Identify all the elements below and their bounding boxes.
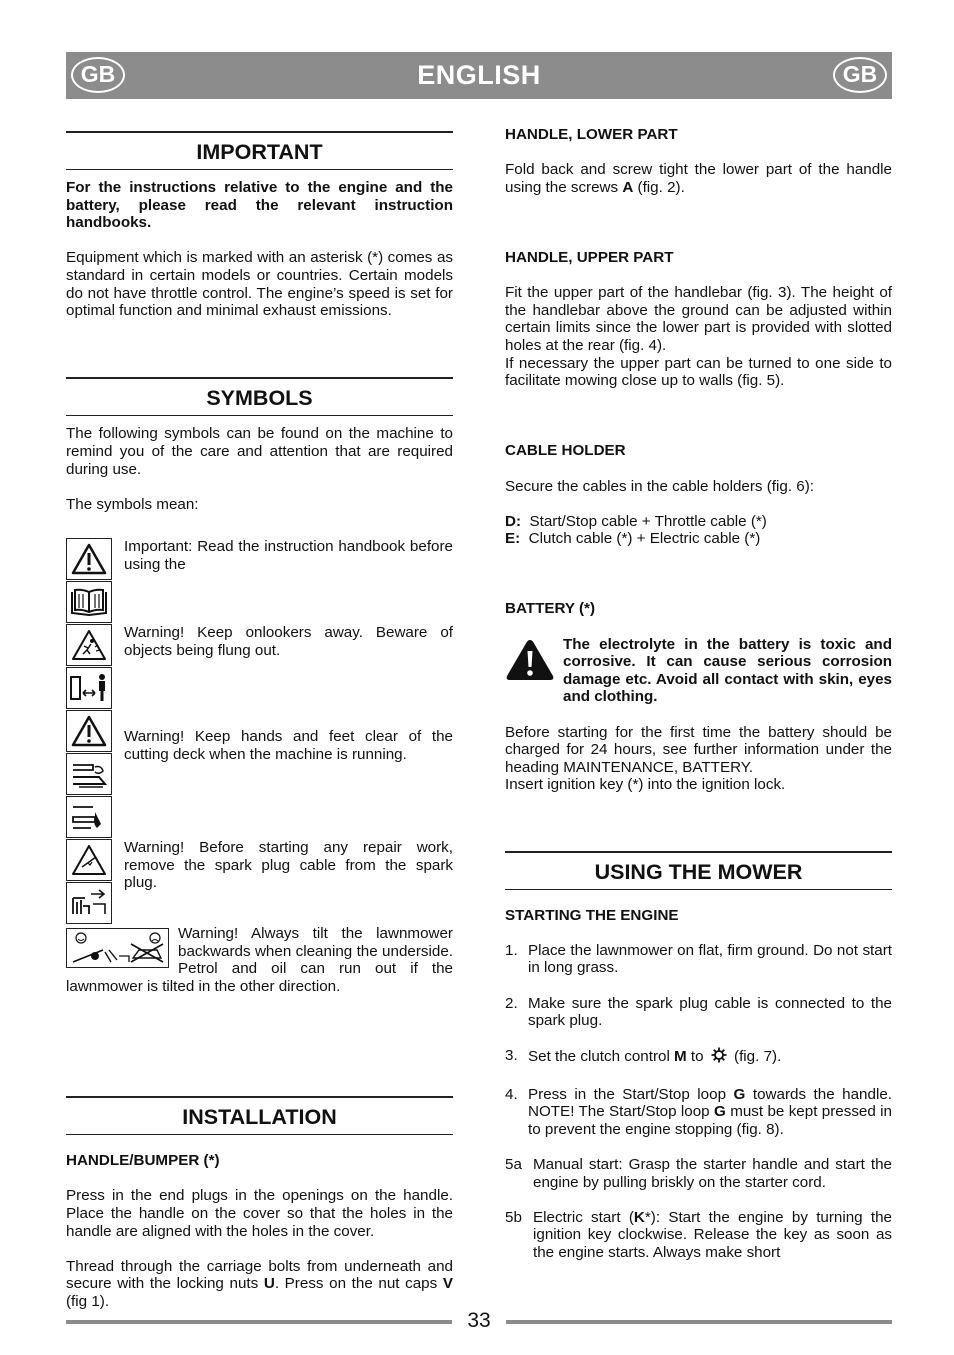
list-item: 5a Manual start: Grasp the starter handle and start the engine by pulling briskly on the starter cord. — [505, 1155, 892, 1191]
footer-rule-left — [66, 1320, 452, 1324]
important-text: Equipment which is marked with an asterisk (*) comes as standard in certain models or countries. Certain models do not have throttle control. The engine’s speed is set for optimal function and minimal exhaust emissions. — [66, 249, 453, 320]
engine-run-icon — [711, 1047, 727, 1068]
spark-plug-warning-icon — [66, 839, 112, 881]
list-item: 5b Electric start (K*): Start the engine by turning the ignition key clockwise. Release the key as soon as the engine starts. Always make short — [505, 1208, 892, 1261]
handle-bumper-text-2: Thread through the carriage bolts from underneath and secure with the locking nuts U. Press on the nut caps V (fig 1). — [66, 1257, 453, 1311]
symbol-item — [66, 839, 453, 925]
symbol-item — [66, 538, 453, 624]
symbols-intro: The following symbols can be found on the machine to remind you of the care and attention that are required during use. — [66, 425, 453, 478]
battery-warning — [505, 636, 892, 706]
cable-holder-e: E: Clutch cable (*) + Electric cable (*) — [505, 530, 761, 548]
cable-holder-title: CABLE HOLDER — [505, 442, 626, 460]
battery-text-1: Before starting for the first time the battery should be charged for 24 hours, see further information under the heading MAINTENANCE, BATTERY. — [505, 723, 892, 776]
symbol-text: Warning! Keep onlookers away. Beware of objects being flung out. — [124, 623, 453, 659]
open-book-icon — [66, 581, 112, 623]
cable-holder-d: D: Start/Stop cable + Throttle cable (*) — [505, 512, 767, 530]
handle-upper-text-2: If necessary the upper part can be turned to one side to facilitate mowing close up to walls (fig. 5). — [505, 354, 892, 390]
symbols-heading: SYMBOLS — [66, 377, 453, 416]
symbol-item — [66, 925, 453, 995]
handle-lower-title: HANDLE, LOWER PART — [505, 126, 678, 143]
symbol-item — [66, 710, 453, 839]
tilt-mower-icon — [66, 928, 169, 968]
left-column — [66, 120, 453, 1328]
important-heading: IMPORTANT — [66, 131, 453, 170]
warning-triangle-icon — [66, 538, 112, 580]
symbol-text: Warning! Always tilt the lawnmower backwards when cleaning the underside. Petrol and oil can run out if the lawnmower is tilted in the other direction. — [66, 924, 453, 995]
important-bold-text: For the instructions relative to the engine and the battery, please read the relevant instruction handbooks. — [66, 179, 453, 232]
header-banner — [66, 52, 892, 99]
warning-triangle-icon — [505, 636, 563, 687]
symbol-text: Important: Read the instruction handbook before using the — [124, 537, 453, 573]
handle-upper-text-1: Fit the upper part of the handlebar (fig. 3). The height of the handlebar above the ground can be adjusted within certain limits since the lower part is provided with slotted holes at the rear (fig. 4). — [505, 284, 892, 354]
list-item: 3. Set the clutch control M to (fig. 7). — [505, 1047, 892, 1068]
hand-blade-icon — [66, 753, 112, 795]
symbol-text: Warning! Before starting any repair work, remove the spark plug cable from the spark plug. — [124, 838, 453, 892]
symbol-text: Warning! Keep hands and feet clear of the cutting deck when the machine is running. — [124, 727, 453, 763]
page-title: ENGLISH — [417, 60, 541, 90]
onlooker-distance-icon — [66, 667, 112, 709]
list-item: 1. Place the lawnmower on flat, firm ground. Do not start in long grass. — [505, 941, 892, 977]
battery-title: BATTERY (*) — [505, 600, 595, 618]
cable-holder-intro: Secure the cables in the cable holders (fig. 6): — [505, 477, 814, 495]
footer-rule-right — [506, 1320, 892, 1324]
starting-engine-title: STARTING THE ENGINE — [505, 906, 679, 924]
installation-heading: INSTALLATION — [66, 1096, 453, 1135]
foot-blade-icon — [66, 796, 112, 838]
symbol-item — [66, 624, 453, 710]
page-number: 33 — [467, 1309, 491, 1332]
battery-warning-text: The electrolyte in the battery is toxic and corrosive. It can cause serious corrosion damage etc. Avoid all contact with skin, eyes and clothing. — [563, 635, 892, 706]
handle-upper-title: HANDLE, UPPER PART — [505, 248, 674, 266]
flying-object-icon — [66, 624, 112, 666]
handle-bumper-text-1: Press in the end plugs in the openings on the handle. Place the handle on the cover so that the holes in the handle are aligned with the holes in the cover. — [66, 1187, 453, 1240]
using-heading: USING THE MOWER — [505, 851, 892, 890]
battery-text-2: Insert ignition key (*) into the ignition lock. — [505, 776, 786, 794]
handle-bumper-title: HANDLE/BUMPER (*) — [66, 1152, 220, 1170]
list-item: 2. Make sure the spark plug cable is connected to the spark plug. — [505, 994, 892, 1030]
right-column — [505, 120, 892, 1279]
gb-badge-left: GB — [71, 57, 125, 93]
gb-badge-right: GB — [833, 57, 887, 93]
symbols-mean: The symbols mean: — [66, 495, 199, 513]
handle-lower-text: Fold back and screw tight the lower part of the handle using the screws A (fig. 2). — [505, 161, 892, 196]
list-item: 4. Press in the Start/Stop loop G towards the handle. NOTE! The Start/Stop loop G must be kept pressed in to prevent the engine stopping (fig. 8). — [505, 1085, 892, 1138]
spark-plug-disconnect-icon — [66, 882, 112, 924]
warning-triangle-icon — [66, 710, 112, 752]
